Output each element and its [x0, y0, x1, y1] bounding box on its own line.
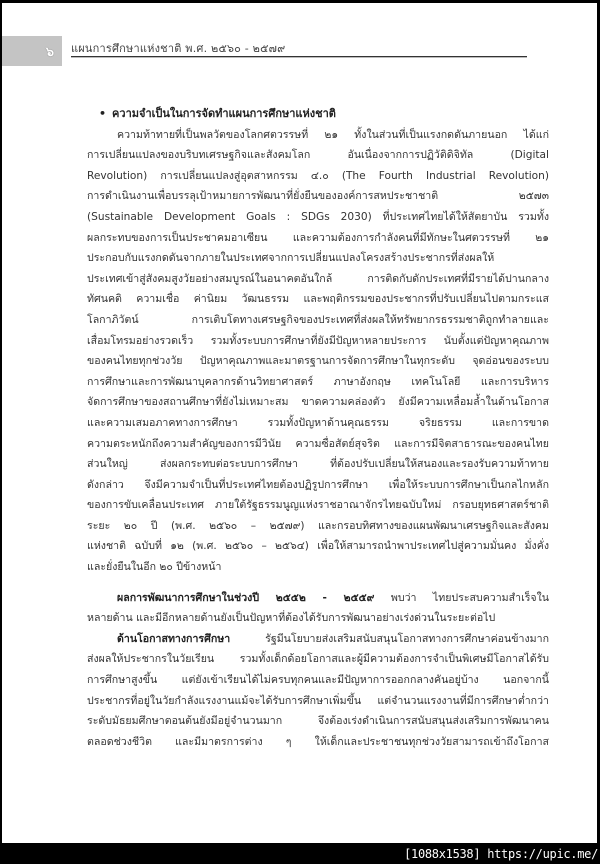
- text-line: โลกาภิวัตน์ การเติบโตทางเศรษฐกิจของประเทศที่ส่งผลให้ทรัพยากรธรรมชาติถูกทำลายและ: [87, 313, 549, 326]
- text-line: การศึกษาสูงขึ้น แต่ยังเข้าเรียนได้ไม่ครบทุกคนและมีปัญหาการออกกลางคันอยู่บ้าง นอกจากนี้: [87, 674, 549, 687]
- text-line: การศึกษาและการพัฒนาบุคลากรด้านวิทยาศาสตร์ ภาษาอังกฤษ เทคโนโลยี และการบริหาร: [87, 375, 549, 388]
- text-line: ส่วนใหญ่ ส่งผลกระทบต่อระบบการศึกษา ที่ต้องปรับเปลี่ยนให้สนองและรองรับความท้าทาย: [87, 458, 549, 471]
- paragraph-gap: [87, 578, 549, 588]
- text-line: ระยะ ๒๐ ปี (พ.ศ. ๒๕๖๐ – ๒๕๗๙) และกรอบทิศทางของแผนพัฒนาเศรษฐกิจและสังคม: [87, 519, 549, 532]
- text-line: ตลอดช่วงชีวิต และมีมาตรการต่าง ๆ ให้เด็กและประชาชนทุกช่วงวัยสามารถเข้าถึงโอกาส: [87, 735, 549, 748]
- text-line: ประชากรที่อยู่ในวัยกำลังแรงงานแม้จะได้รับการศึกษาเพิ่มขึ้น แต่จำนวนแรงงานที่มีการศึกษาต่ำกว่า: [87, 694, 549, 707]
- text-line: ของคนไทยทุกช่วงวัย ปัญหาคุณภาพและมาตรฐานการจัดการศึกษาในทุกระดับ จุดอ่อนของระบบ: [87, 355, 549, 368]
- text-line: ระดับมัธยมศึกษาตอนต้นยังมีอยู่จำนวนมาก จึงต้องเร่งดำเนินการสนับสนุนส่งเสริมการพัฒนาคน: [87, 715, 549, 728]
- text-line: เสื่อมโทรมอย่างรวดเร็ว รวมทั้งระบบการศึกษาที่ยังมีปัญหาหลายประการ นับตั้งแต่ปัญหาคุณภาพ: [87, 334, 549, 347]
- body-content: [87, 104, 549, 752]
- text-line: ผลกระทบของการเป็นประชาคมอาเซียน และความต้องการกำลังคนที่มีทักษะในศตวรรษที่ ๒๑: [87, 231, 549, 244]
- text-line: ทัศนคติ ความเชื่อ ค่านิยม วัฒนธรรม และพฤติกรรมของประชากรที่ปรับเปลี่ยนไปตามกระแส: [87, 293, 549, 306]
- bullet-icon: •: [99, 107, 107, 120]
- section-heading: [87, 104, 549, 125]
- text-line: แห่งชาติ ฉบับที่ ๑๒ (พ.ศ. ๒๕๖๐ – ๒๕๖๔) เพื่อให้สามารถนำพาประเทศไปสู่ความมั่นคง มั่งคั่ง: [87, 540, 549, 553]
- text-line: ประกอบกับแรงกดดันจากภายในประเทศจากการเปลี่ยนแปลงโครงสร้างประชากรที่ส่งผลให้: [87, 252, 495, 265]
- text-line: และยั่งยืนในอีก ๒๐ ปีข้างหน้า: [87, 561, 222, 574]
- text-line: และความเสมอภาคทางการศึกษา รวมทั้งปัญหาด้านคุณธรรม จริยธรรม และการขาด: [87, 416, 549, 429]
- results-lead: ผลการพัฒนาการศึกษาในช่วงปี ๒๕๕๒ - ๒๕๕๙: [117, 591, 375, 604]
- text-line: ความตระหนักถึงความสำคัญของการมีวินัย ความซื่อสัตย์สุจริต และการมีจิตสาธารณะของคนไทย: [87, 437, 549, 450]
- text-line: ประเทศเข้าสู่สังคมสูงวัยอย่างสมบูรณ์ในอนาคตอันใกล้ การติดกับดักประเทศที่มีรายได้ปานกลาง: [87, 272, 549, 285]
- header-divider: [71, 56, 527, 57]
- text-line: ส่งผลให้ประชากรในวัยเรียน รวมทั้งเด็กด้อยโอกาสและผู้มีความต้องการจำเป็นพิเศษมีโอกาสได้รับ: [87, 653, 549, 666]
- text-line: การเปลี่ยนแปลงของบริบทเศรษฐกิจและสังคมโลก อันเนื่องจากการปฏิวัติดิจิทัล (Digital: [87, 149, 549, 162]
- paragraph-opportunity: [87, 629, 549, 753]
- paragraph-results: [87, 588, 549, 629]
- section-heading-text: ความจำเป็นในการจัดทำแผนการศึกษาแห่งชาติ: [112, 107, 336, 120]
- opportunity-lead: ด้านโอกาสทางการศึกษา: [117, 632, 231, 645]
- text-line: Revolution) การเปลี่ยนแปลงสู่อุตสาหกรรม ๔.๐ (The Fourth Industrial Revolution): [87, 169, 549, 182]
- image-host-watermark: [1088x1538] https://upic.me/: [404, 847, 598, 861]
- paragraph-necessity: [87, 125, 549, 578]
- page-number-tab: [2, 36, 62, 66]
- page-number: ๖: [45, 45, 54, 60]
- text-line: [87, 588, 549, 609]
- text-line: จัดการศึกษาของสถานศึกษาที่ยังไม่เหมาะสม ขาดความคล่องตัว ยังมีความเหลื่อมล้ำในด้านโอกาส: [87, 396, 549, 409]
- text-line: (Sustainable Development Goals : SDGs 2030) ที่ประเทศไทยได้ให้สัตยาบัน รวมทั้ง: [87, 210, 549, 223]
- running-header-title: แผนการศึกษาแห่งชาติ พ.ศ. ๒๕๖๐ - ๒๕๗๙: [71, 42, 286, 55]
- text-line: ดังกล่าว จึงมีความจำเป็นที่ประเทศไทยต้องปฏิรูปการศึกษา เพื่อให้ระบบการศึกษาเป็นกลไกหลัก: [87, 478, 549, 491]
- opportunity-text: รัฐมีนโยบายส่งเสริมสนับสนุนโอกาสทางการศึกษาค่อนข้างมาก: [230, 632, 549, 645]
- results-text: พบว่า ไทยประสบความสำเร็จใน: [374, 591, 549, 604]
- text-line: หลายด้าน และมีอีกหลายด้านยังเป็นปัญหาที่ต้องได้รับการพัฒนาอย่างเร่งด่วนในระยะต่อไป: [87, 612, 496, 625]
- text-line: ความท้าทายที่เป็นพลวัตของโลกศตวรรษที่ ๒๑ ทั้งในส่วนที่เป็นแรงกดดันภายนอก ได้แก่: [117, 128, 549, 141]
- text-line: การดำเนินงานเพื่อบรรลุเป้าหมายการพัฒนาที่ยั่งยืนขององค์การสหประชาชาติ ๒๕๗๓: [87, 190, 549, 203]
- text-line: ของการขับเคลื่อนประเทศ ภายใต้รัฐธรรมนูญแห่งราชอาณาจักรไทยฉบับใหม่ กรอบยุทธศาสตร์ชาติ: [87, 499, 549, 512]
- text-line: [87, 629, 549, 650]
- document-page: [2, 3, 597, 843]
